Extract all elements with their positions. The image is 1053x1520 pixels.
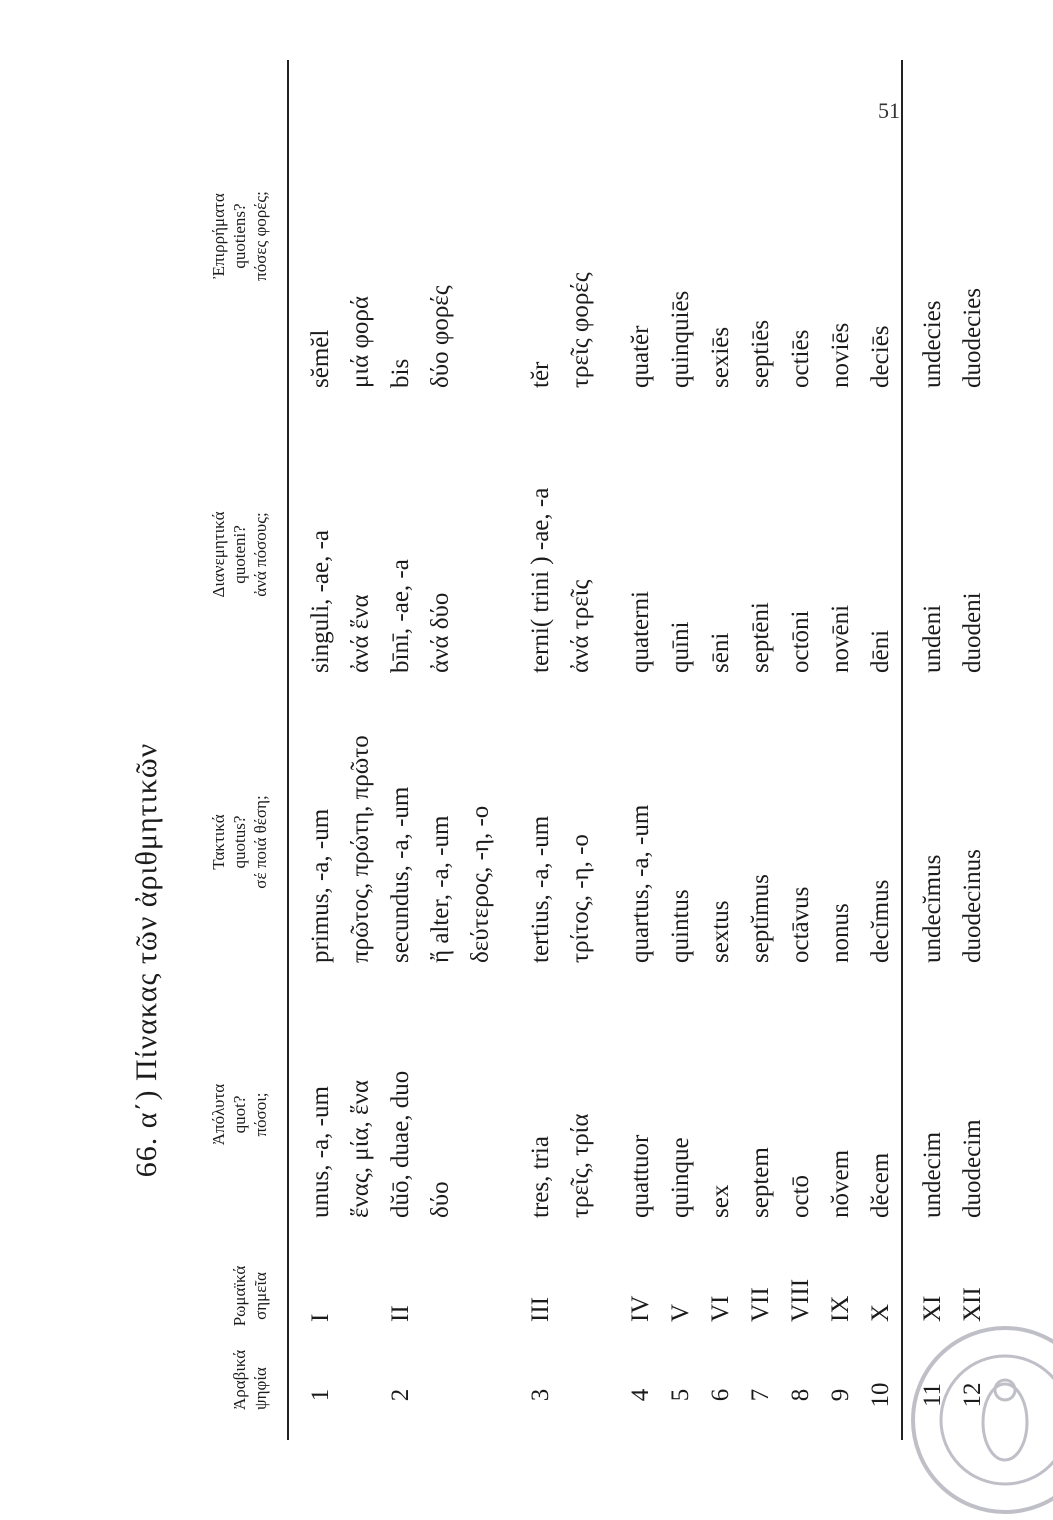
column-header xyxy=(208,60,288,412)
column-header xyxy=(208,1242,288,1350)
table-row xyxy=(288,60,341,1440)
library-stamp xyxy=(905,1320,1053,1520)
table-cell: ἤ alter, -a, -um xyxy=(427,815,454,963)
table-row xyxy=(461,60,501,1440)
table-cell: septiēs xyxy=(747,319,774,388)
table-cell: 4 xyxy=(627,1388,654,1402)
table-cell xyxy=(421,1242,461,1350)
table-cell: II xyxy=(387,1305,414,1322)
table-cell: 9 xyxy=(827,1388,854,1402)
table-row xyxy=(421,60,461,1440)
table-cell: quatĕr xyxy=(627,325,654,388)
table-cell: terni( trini ) -ae, -a xyxy=(527,487,554,673)
table-cell: sextus xyxy=(707,900,734,963)
table-row xyxy=(501,60,561,1440)
column-header-line: quot? xyxy=(230,1095,249,1134)
table-cell: sēni xyxy=(707,632,734,673)
table-cell: 5 xyxy=(667,1388,694,1402)
rotated-content xyxy=(100,60,986,1440)
table-row xyxy=(341,60,381,1440)
column-header-line: σέ ποιά θέση; xyxy=(251,795,270,889)
table-cell: quintus xyxy=(667,889,694,963)
table-cell: I xyxy=(307,1313,334,1322)
table-cell: IX xyxy=(827,1295,854,1322)
table-cell: octiēs xyxy=(787,329,814,388)
column-header xyxy=(208,412,288,697)
table-cell xyxy=(461,412,501,697)
table-cell: VII xyxy=(747,1287,774,1322)
table-row xyxy=(861,60,902,1440)
column-header xyxy=(208,1350,288,1440)
table-row xyxy=(661,60,701,1440)
table-cell: ἀνά ἕνα xyxy=(347,594,374,673)
column-header-line: quoteni? xyxy=(230,525,249,584)
table-cell: dŭō, duae, duo xyxy=(387,1070,414,1218)
table-cell: 12 xyxy=(959,1382,986,1408)
table-row xyxy=(953,60,993,1440)
table-cell: novēni xyxy=(827,604,854,673)
table-row xyxy=(561,60,601,1440)
table-cell: VI xyxy=(707,1295,734,1322)
table-cell: 1 xyxy=(307,1388,334,1402)
table-cell: ἕνας, μία, ἕνα xyxy=(347,1080,374,1218)
table-cell: primus, -a, -um xyxy=(307,808,334,963)
table-cell: octāvus xyxy=(787,886,814,963)
table-cell: duodecim xyxy=(959,1119,986,1218)
table-cell xyxy=(461,1350,501,1440)
table-cell xyxy=(461,60,501,412)
table-cell: septem xyxy=(747,1147,774,1218)
table-cell: singuli, -ae, -a xyxy=(307,529,334,673)
table-cell: XI xyxy=(902,1242,953,1350)
table-cell xyxy=(341,1350,381,1440)
table-cell: τρίτος, -η, -ο xyxy=(567,834,594,963)
numerals-table xyxy=(208,60,993,1440)
column-header-line: quotiens? xyxy=(230,203,249,269)
table-cell xyxy=(341,1242,381,1350)
table-cell: dĕcem xyxy=(867,1152,894,1218)
table-cell: tres, tria xyxy=(527,1136,554,1218)
page-number: 51 xyxy=(878,98,900,123)
table-cell: πρῶτος, πρώτη, πρῶτο xyxy=(347,735,374,963)
column-header-line: πόσοι; xyxy=(251,1092,270,1137)
table-cell: δύο φορές xyxy=(427,285,454,388)
table-cell: quartus, -a, -um xyxy=(627,804,654,963)
table-row xyxy=(781,60,821,1440)
table-cell: μιά φορά xyxy=(347,296,374,388)
header-row xyxy=(208,60,288,1440)
table-row xyxy=(381,60,421,1440)
table-cell: τρεῖς, τρία xyxy=(567,1113,594,1218)
table-cell: bis xyxy=(387,358,414,388)
table-cell xyxy=(421,1350,461,1440)
table-cell: nŏvem xyxy=(827,1149,854,1218)
table-cell: decĭmus xyxy=(867,879,894,963)
table-row xyxy=(601,60,661,1440)
table-row xyxy=(902,60,953,1440)
table-cell xyxy=(561,1350,601,1440)
column-header-line: Ἀραβικά xyxy=(230,1349,249,1410)
column-header-line: ψηφία xyxy=(251,1367,270,1410)
table-cell xyxy=(561,1242,601,1350)
table-cell: octō xyxy=(787,1174,814,1218)
table-cell: III xyxy=(527,1297,554,1322)
table-cell xyxy=(461,1242,501,1350)
table-cell: septĭmus xyxy=(747,874,774,963)
table-cell: sĕmĕl xyxy=(307,329,334,388)
table-cell: duodecinus xyxy=(959,849,986,963)
table-cell: 6 xyxy=(707,1388,734,1402)
table-cell: ἀνά τρεῖς xyxy=(567,579,594,673)
table-cell: duodeni xyxy=(959,592,986,673)
table-cell: sex xyxy=(707,1184,734,1218)
table-cell: 2 xyxy=(387,1388,414,1402)
table-title: 66. α΄) Πίνακας τῶν ἀριθμητικῶν xyxy=(130,742,163,1178)
column-header-line: Διανεμητικά xyxy=(209,511,228,598)
table-cell: quinque xyxy=(667,1137,694,1218)
table-cell: 10 xyxy=(867,1382,894,1408)
column-header-line: Τακτικά xyxy=(209,814,228,870)
table-row xyxy=(741,60,781,1440)
table-cell: 8 xyxy=(787,1388,814,1402)
table-body xyxy=(288,60,993,1440)
column-header-line: Ἀπόλυτα xyxy=(209,1083,228,1146)
table-cell xyxy=(461,987,501,1242)
table-cell: octōni xyxy=(787,610,814,673)
table-cell: IV xyxy=(627,1295,654,1322)
table-cell: VIII xyxy=(787,1278,814,1322)
table-cell: deciēs xyxy=(867,325,894,388)
table-cell: nonus xyxy=(827,903,854,963)
table-cell: unus, -a, -um xyxy=(307,1086,334,1218)
table-cell: secundus, -a, -um xyxy=(387,786,414,963)
table-cell: 3 xyxy=(527,1388,554,1402)
table-cell: quīni xyxy=(667,621,694,673)
column-header-line: πόσες φορές; xyxy=(251,191,270,281)
table-cell: sexiēs xyxy=(707,326,734,388)
table-cell: quattuor xyxy=(627,1134,654,1218)
table-row xyxy=(821,60,861,1440)
table-cell: δεύτερος, -η, -ο xyxy=(467,805,494,963)
column-header-line: Ἐπιρρήματα xyxy=(209,193,228,279)
table-cell: undecies xyxy=(902,60,953,412)
table-cell: XII xyxy=(959,1287,986,1322)
table-cell: 11 xyxy=(902,1350,953,1440)
table-cell: quaterni xyxy=(627,591,654,673)
column-header-line: ἀνά πόσους; xyxy=(251,512,270,597)
table-cell: duodecies xyxy=(959,288,986,388)
table-cell: quinquiēs xyxy=(667,290,694,388)
table-cell: ἀνά δύο xyxy=(427,592,454,673)
table-cell: bīnī, -ae, -a xyxy=(387,559,414,673)
column-header-line: quotus? xyxy=(230,815,249,869)
table-cell: 7 xyxy=(747,1388,774,1402)
column-header-line: σημεῖα xyxy=(251,1272,270,1320)
table-cell: V xyxy=(667,1303,694,1322)
table-row xyxy=(701,60,741,1440)
table-cell: noviēs xyxy=(827,322,854,388)
table-cell: δύο xyxy=(427,1181,454,1218)
table-cell: tertius, -a, -um xyxy=(527,815,554,963)
table-cell: undecĭmus xyxy=(902,697,953,987)
column-header xyxy=(208,697,288,987)
table-cell: septēni xyxy=(747,602,774,673)
table-cell: tĕr xyxy=(527,361,554,388)
column-header-line: Ρωμαϊκά xyxy=(230,1265,249,1327)
table-cell: undeni xyxy=(902,412,953,697)
table-cell: undecim xyxy=(902,987,953,1242)
table-cell: τρεῖς φορές xyxy=(567,272,594,388)
column-header xyxy=(208,987,288,1242)
table-cell: dēni xyxy=(867,629,894,673)
table-cell: X xyxy=(867,1303,894,1322)
